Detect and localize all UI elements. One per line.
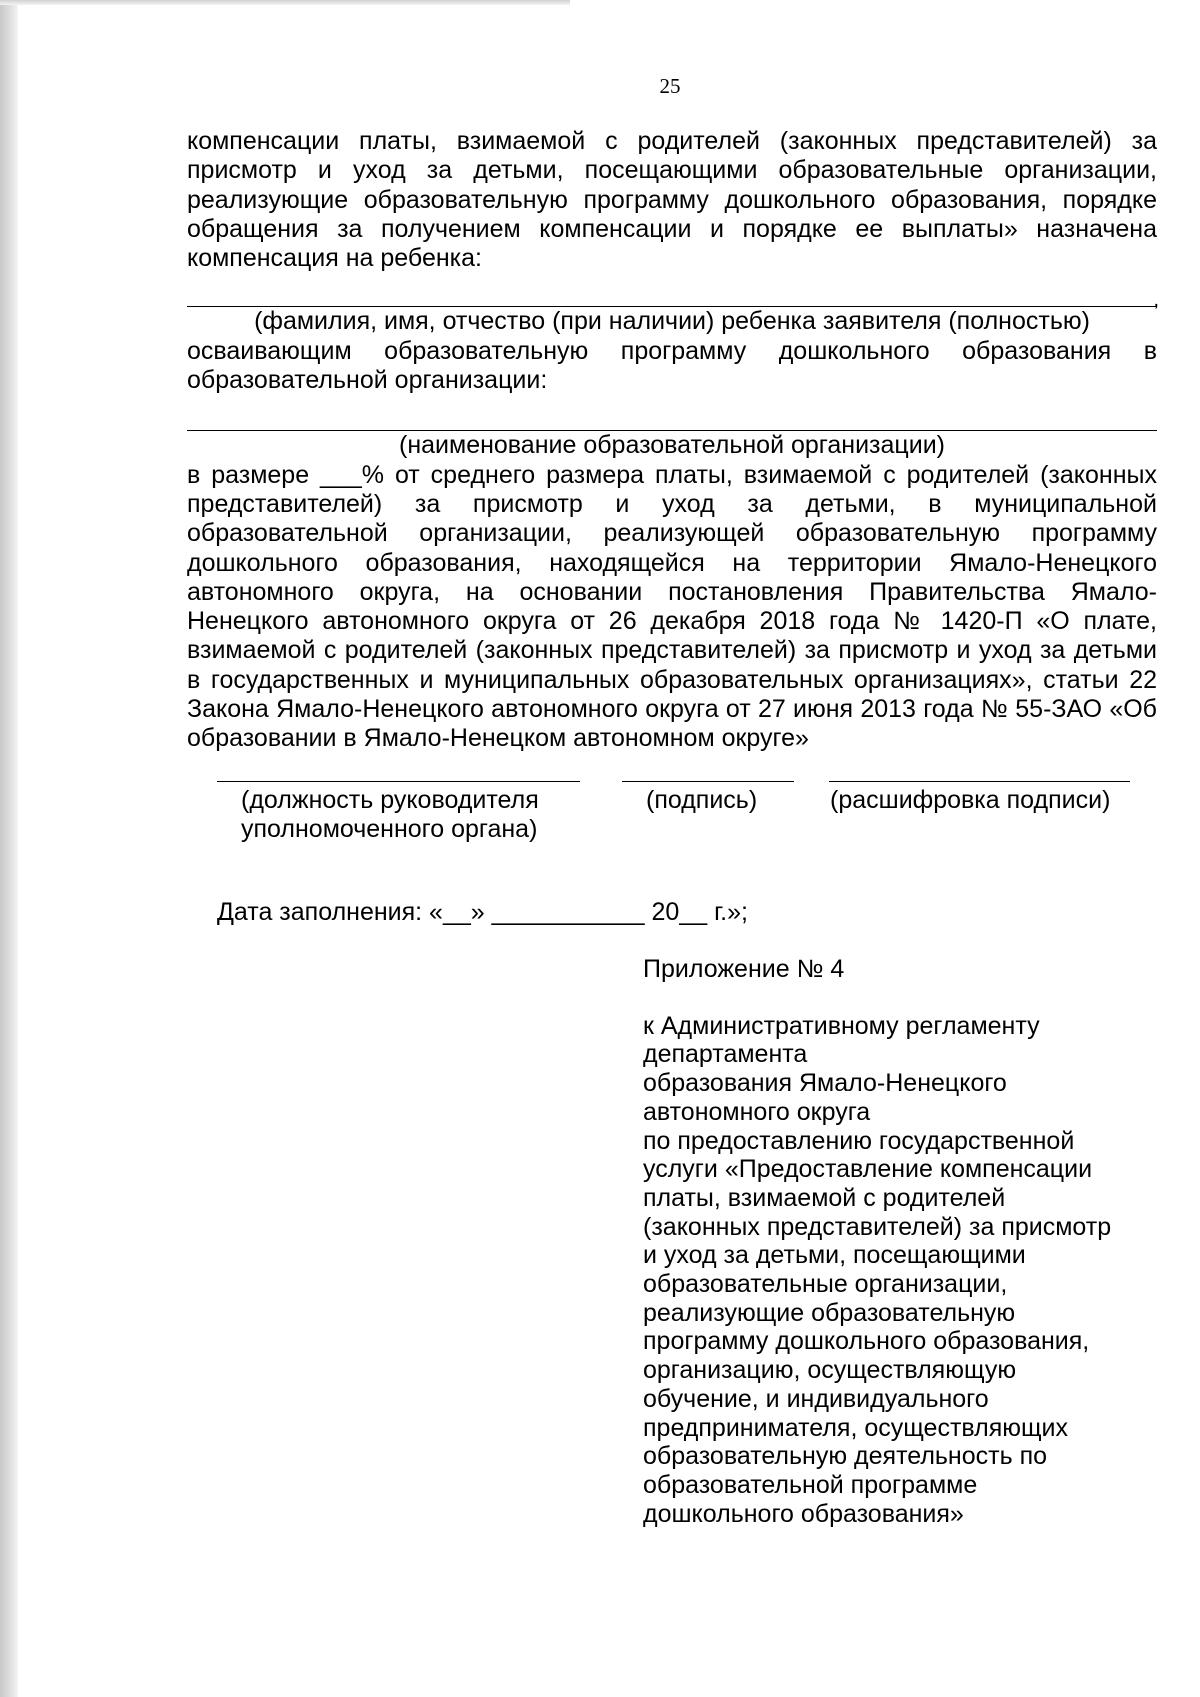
signature-block (0, 780, 1157, 890)
position-signature-line[interactable] (217, 780, 580, 782)
page-number: 25 (659, 74, 681, 98)
organization-name-field[interactable] (187, 409, 1157, 431)
decryption-signature-line[interactable] (829, 780, 1130, 782)
fill-date-line: Дата заполнения: «__» ___________ 20__ г.»; (217, 898, 748, 926)
signature-line[interactable] (622, 780, 794, 782)
child-name-caption: (фамилия, имя, отчество (при наличии) ребенка заявителя (полностью) (254, 307, 1090, 336)
field-trailing-comma: , (1153, 289, 1159, 312)
appendix-title: Приложение № 4 (643, 955, 845, 983)
intro-paragraph: компенсации платы, взимаемой с родителей (законных представителей) за присмотр и уход за детьми, посещающими образовательные организации, реализующие образовательную программу дошкольного образования, порядке обращения за получением компенсации и порядке ее выплаты» назначена компенсация на ребенка: (187, 127, 1157, 273)
decryption-caption: (расшифровка подписи) (830, 785, 1111, 814)
scan-shadow-top (0, 0, 570, 5)
amount-paragraph: в размере ___% от среднего размера платы, взимаемой с родителей (законных представителей) за присмотр и уход за детьми, в муниципальной образовательной организации, реализующей образовательную программу дошкольного образования, находящейся на территории Ямало-Ненецкого автономного округа, на основании постановления Правительства Ямало-Ненецкого автономного округа от 26 декабря 2018 года № 1420-П «О плате, взимаемой с родителей (законных представителей) за присмотр и уход за детьми в государственных и муниципальных образовательных организациях», статьи 22 Закона Ямало-Ненецкого автономного округа от 27 июня 2013 года № 55-ЗАО «Об образовании в Ямало-Ненецком автономном округе» (187, 460, 1157, 753)
appendix-block (643, 955, 1143, 1528)
document-body (187, 127, 1157, 890)
appendix-text: к Административному регламенту департамента образования Ямало-Ненецкого автономного округа по предоставлению государственной услуги «Предоставление компенсации платы, взимаемой с родителей (законных представителей) за присмотр и уход за детьми, посещающими образовательные организации, реализующие образовательную программу дошкольного образования, организацию, осуществляющую обучение, и индивидуального предпринимателя, осуществляющих образовательную деятельность по образовательной программе дошкольного образования» (643, 1011, 1112, 1528)
organization-name-caption: (наименование образовательной организации) (399, 431, 945, 460)
child-name-field[interactable] (187, 285, 1159, 312)
organization-paragraph: осваивающим образовательную программу дошкольного образования в образовательной организации: (187, 336, 1157, 395)
signature-caption: (подпись) (646, 785, 758, 814)
position-caption: (должность руководителя уполномоченного органа) (241, 785, 539, 843)
